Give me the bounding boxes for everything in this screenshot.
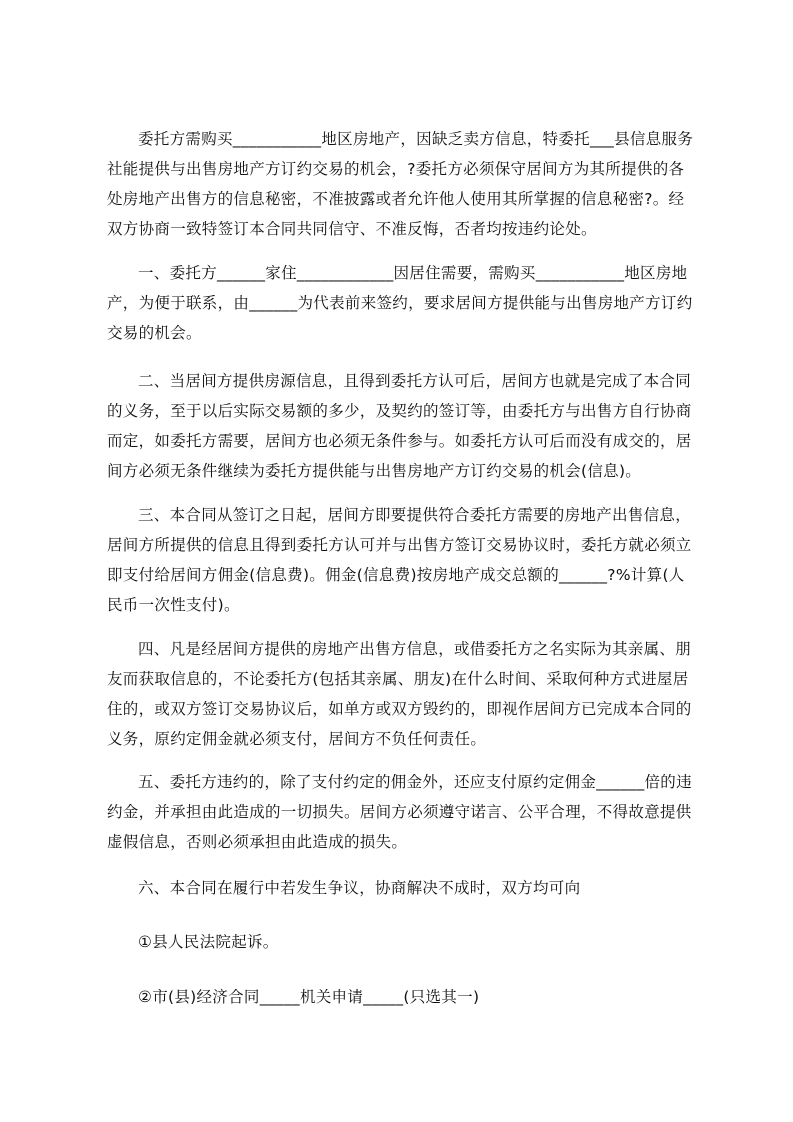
text-line: 六、本合同在履行中若发生争议，协商解决不成时，双方均可向 bbox=[138, 879, 581, 897]
text-line: 交易的机会。 bbox=[107, 324, 202, 342]
text-line: 约金，并承担由此造成的一切损失。居间方必须遵守诺言、公平合理，不得故意提供 bbox=[107, 803, 692, 821]
text-line: 三、本合同从签订之日起，居间方即要提供符合委托方需要的房地产出售信息， bbox=[138, 506, 692, 524]
text-line: 居间方所提供的信息且得到委托方认可并与出售方签订交易协议时，委托方就必须立 bbox=[107, 536, 692, 554]
text-line: 一、委托方______家住____________因居住需要，需购买___________地区房地 bbox=[138, 264, 688, 282]
text-line: 而定，如委托方需要，居间方也必须无条件参与。如委托方认可后而没有成交的，居 bbox=[107, 432, 692, 450]
text-line: 社能提供与出售房地产方订约交易的机会，?委托方必须保守居间方为其所提供的各 bbox=[107, 160, 685, 178]
text-line: ②市(县)经济合同_____机关申请_____(只选其一) bbox=[138, 988, 480, 1006]
text-line: 住的，或双方签订交易协议后，如单方或双方毁约的，即视作居间方已完成本合同的 bbox=[107, 700, 692, 718]
text-line: ①县人民法院起诉。 bbox=[138, 933, 279, 951]
text-line: 产，为便于联系，由______为代表前来签约，要求居间方提供能与出售房地产方订约 bbox=[107, 294, 693, 312]
paragraph-clause-4 bbox=[107, 634, 700, 754]
paragraph-clause-5 bbox=[107, 767, 700, 857]
text-line: 四、凡是经居间方提供的房地产出售方信息，或借委托方之名实际为其亲属、朋 bbox=[138, 640, 692, 658]
text-line: 友而获取信息的，不论委托方(包括其亲属、朋友)在什么时间、采取何种方式进屋居 bbox=[107, 670, 689, 688]
paragraph-intro bbox=[107, 124, 700, 244]
paragraph-clause-2 bbox=[107, 366, 700, 486]
paragraph-clause-3 bbox=[107, 500, 700, 620]
text-line: 二、当居间方提供房源信息，且得到委托方认可后，居间方也就是完成了本合同 bbox=[138, 372, 692, 390]
text-line: 的义务，至于以后实际交易额的多少，及契约的签订等，由委托方与出售方自行协商 bbox=[107, 402, 692, 420]
paragraph-clause-1 bbox=[107, 258, 700, 348]
text-line: 间方必须无条件继续为委托方提供能与出售房地产方订约交易的机会(信息)。 bbox=[107, 462, 642, 480]
paragraph-option-1 bbox=[107, 927, 700, 957]
text-line: 五、委托方违约的，除了支付约定的佣金外，还应支付原约定佣金______倍的违 bbox=[138, 773, 692, 791]
text-line: 委托方需购买___________地区房地产，因缺乏卖方信息，特委托___县信息服务 bbox=[138, 130, 694, 148]
text-line: 民币一次性支付)。 bbox=[107, 596, 240, 614]
text-line: 处房地产出售方的信息秘密，不准披露或者允许他人使用其所掌握的信息秘密?。经 bbox=[107, 190, 685, 208]
text-line: 即支付给居间方佣金(信息费)。佣金(信息费)按房地产成交总额的______?%计算(人 bbox=[107, 566, 685, 584]
text-line: 虚假信息，否则必须承担由此造成的损失。 bbox=[107, 833, 408, 851]
paragraph-option-2 bbox=[107, 982, 700, 1012]
paragraph-clause-6 bbox=[107, 873, 700, 903]
text-line: 义务，原约定佣金就必须支付，居间方不负任何责任。 bbox=[107, 730, 487, 748]
text-line: 双方协商一致特签订本合同共同信守、不准反悔，否者均按违约论处。 bbox=[107, 220, 597, 238]
